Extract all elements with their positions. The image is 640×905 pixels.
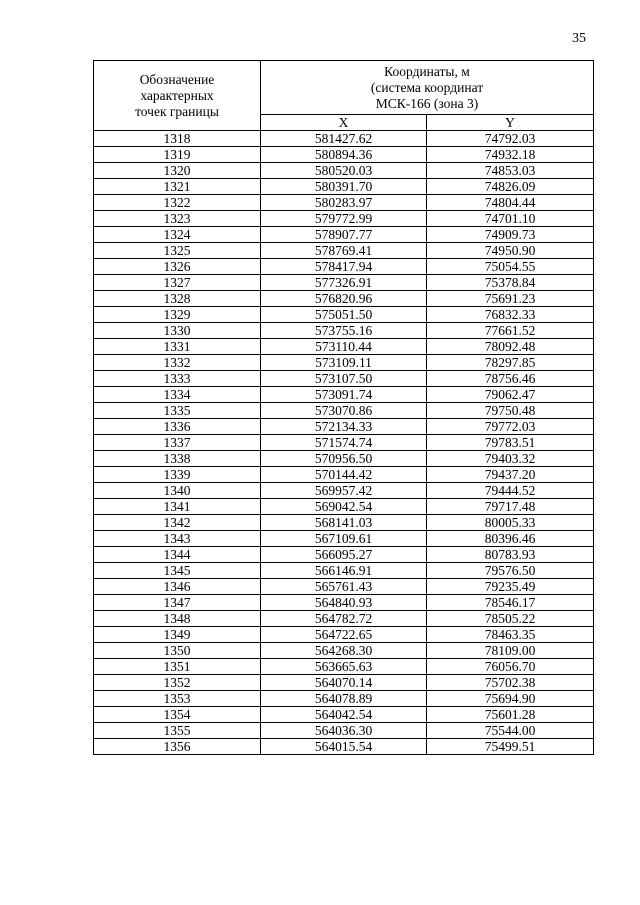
- y-coordinate-cell: 74701.10: [427, 211, 594, 227]
- page-number: 35: [572, 31, 586, 46]
- x-coordinate-cell: 578907.77: [261, 227, 427, 243]
- table-row: [94, 547, 594, 563]
- table-row: [94, 467, 594, 483]
- x-coordinate-cell: 577326.91: [261, 275, 427, 291]
- x-coordinate-cell: 570144.42: [261, 467, 427, 483]
- y-coordinate-cell: 80396.46: [427, 531, 594, 547]
- coordinates-table: [93, 60, 594, 755]
- x-coordinate-cell: 569042.54: [261, 499, 427, 515]
- x-coordinate-cell: 570956.50: [261, 451, 427, 467]
- point-id-cell: 1351: [94, 659, 261, 675]
- point-id-cell: 1350: [94, 643, 261, 659]
- x-coordinate-cell: 573109.11: [261, 355, 427, 371]
- header-line: МСК-166 (зона 3): [375, 95, 479, 111]
- point-id-cell: 1327: [94, 275, 261, 291]
- y-coordinate-cell: 79750.48: [427, 403, 594, 419]
- point-id-cell: 1355: [94, 723, 261, 739]
- table-row: [94, 643, 594, 659]
- y-coordinate-cell: 78546.17: [427, 595, 594, 611]
- point-id-cell: 1348: [94, 611, 261, 627]
- point-id-cell: 1323: [94, 211, 261, 227]
- y-coordinate-cell: 76056.70: [427, 659, 594, 675]
- x-coordinate-cell: 563665.63: [261, 659, 427, 675]
- table-row: [94, 371, 594, 387]
- table-row: [94, 707, 594, 723]
- table-row: [94, 563, 594, 579]
- x-coordinate-cell: 564268.30: [261, 643, 427, 659]
- table-row: [94, 419, 594, 435]
- x-coordinate-cell: 580520.03: [261, 163, 427, 179]
- x-coordinate-cell: 579772.99: [261, 211, 427, 227]
- point-id-cell: 1332: [94, 355, 261, 371]
- point-id-cell: 1341: [94, 499, 261, 515]
- y-coordinate-cell: 74950.90: [427, 243, 594, 259]
- y-coordinate-cell: 78109.00: [427, 643, 594, 659]
- x-coordinate-cell: 565761.43: [261, 579, 427, 595]
- table-row: [94, 163, 594, 179]
- table-row: [94, 627, 594, 643]
- point-id-cell: 1324: [94, 227, 261, 243]
- y-coordinate-cell: 75054.55: [427, 259, 594, 275]
- table-row: [94, 499, 594, 515]
- point-id-cell: 1328: [94, 291, 261, 307]
- point-id-cell: 1320: [94, 163, 261, 179]
- y-coordinate-cell: 79235.49: [427, 579, 594, 595]
- point-id-cell: 1334: [94, 387, 261, 403]
- x-coordinate-cell: 578769.41: [261, 243, 427, 259]
- table-row: [94, 451, 594, 467]
- table-row: [94, 595, 594, 611]
- y-coordinate-cell: 74804.44: [427, 195, 594, 211]
- point-id-cell: 1337: [94, 435, 261, 451]
- table-row: [94, 675, 594, 691]
- y-coordinate-cell: 78463.35: [427, 627, 594, 643]
- header-line: точек границы: [135, 103, 219, 119]
- table-row: [94, 195, 594, 211]
- y-coordinate-cell: 74826.09: [427, 179, 594, 195]
- y-coordinate-cell: 78505.22: [427, 611, 594, 627]
- x-coordinate-cell: 573091.74: [261, 387, 427, 403]
- y-coordinate-cell: 79062.47: [427, 387, 594, 403]
- x-coordinate-cell: 564722.65: [261, 627, 427, 643]
- y-coordinate-cell: 80783.93: [427, 547, 594, 563]
- point-id-cell: 1331: [94, 339, 261, 355]
- table-row: [94, 259, 594, 275]
- y-column-header: Y: [427, 115, 594, 131]
- table-row: [94, 243, 594, 259]
- point-id-cell: 1356: [94, 739, 261, 755]
- y-coordinate-cell: 79576.50: [427, 563, 594, 579]
- y-coordinate-cell: 75499.51: [427, 739, 594, 755]
- point-id-cell: 1318: [94, 131, 261, 147]
- x-coordinate-cell: 580391.70: [261, 179, 427, 195]
- x-coordinate-cell: 564782.72: [261, 611, 427, 627]
- table-row: [94, 611, 594, 627]
- y-coordinate-cell: 75378.84: [427, 275, 594, 291]
- x-coordinate-cell: 564078.89: [261, 691, 427, 707]
- table-row: [94, 435, 594, 451]
- y-coordinate-cell: 74792.03: [427, 131, 594, 147]
- y-coordinate-cell: 75691.23: [427, 291, 594, 307]
- point-id-cell: 1349: [94, 627, 261, 643]
- table-row: [94, 691, 594, 707]
- y-coordinate-cell: 80005.33: [427, 515, 594, 531]
- x-coordinate-cell: 564042.54: [261, 707, 427, 723]
- table-row: [94, 323, 594, 339]
- header-line: Обозначение: [139, 71, 215, 87]
- point-id-cell: 1326: [94, 259, 261, 275]
- x-coordinate-cell: 566095.27: [261, 547, 427, 563]
- x-coordinate-cell: 569957.42: [261, 483, 427, 499]
- point-id-cell: 1353: [94, 691, 261, 707]
- table-row: [94, 723, 594, 739]
- table-row: [94, 291, 594, 307]
- coordinates-header: [261, 61, 594, 115]
- y-coordinate-cell: 74932.18: [427, 147, 594, 163]
- table-row: [94, 403, 594, 419]
- point-id-cell: 1346: [94, 579, 261, 595]
- point-id-cell: 1344: [94, 547, 261, 563]
- x-coordinate-cell: 581427.62: [261, 131, 427, 147]
- point-id-cell: 1339: [94, 467, 261, 483]
- point-id-cell: 1342: [94, 515, 261, 531]
- table-row: [94, 147, 594, 163]
- table-row: [94, 483, 594, 499]
- table-row: [94, 339, 594, 355]
- y-coordinate-cell: 79717.48: [427, 499, 594, 515]
- point-id-cell: 1321: [94, 179, 261, 195]
- y-coordinate-cell: 75694.90: [427, 691, 594, 707]
- x-coordinate-cell: 573755.16: [261, 323, 427, 339]
- point-id-cell: 1319: [94, 147, 261, 163]
- point-id-cell: 1322: [94, 195, 261, 211]
- y-coordinate-cell: 79403.32: [427, 451, 594, 467]
- point-id-cell: 1336: [94, 419, 261, 435]
- table-row: [94, 275, 594, 291]
- y-coordinate-cell: 79437.20: [427, 467, 594, 483]
- point-id-cell: 1338: [94, 451, 261, 467]
- y-coordinate-cell: 77661.52: [427, 323, 594, 339]
- x-coordinate-cell: 580283.97: [261, 195, 427, 211]
- header-line: Координаты, м: [384, 63, 470, 79]
- x-coordinate-cell: 564840.93: [261, 595, 427, 611]
- y-coordinate-cell: 78092.48: [427, 339, 594, 355]
- x-coordinate-cell: 573070.86: [261, 403, 427, 419]
- x-coordinate-cell: 564015.54: [261, 739, 427, 755]
- x-coordinate-cell: 573110.44: [261, 339, 427, 355]
- point-id-cell: 1354: [94, 707, 261, 723]
- x-coordinate-cell: 575051.50: [261, 307, 427, 323]
- table-row: [94, 355, 594, 371]
- y-coordinate-cell: 74909.73: [427, 227, 594, 243]
- table-row: [94, 307, 594, 323]
- table-row: [94, 579, 594, 595]
- x-coordinate-cell: 564036.30: [261, 723, 427, 739]
- x-coordinate-cell: 566146.91: [261, 563, 427, 579]
- point-id-cell: 1343: [94, 531, 261, 547]
- point-id-cell: 1330: [94, 323, 261, 339]
- table-row: [94, 739, 594, 755]
- y-coordinate-cell: 75601.28: [427, 707, 594, 723]
- point-id-cell: 1340: [94, 483, 261, 499]
- x-coordinate-cell: 568141.03: [261, 515, 427, 531]
- table-row: [94, 515, 594, 531]
- y-coordinate-cell: 76832.33: [427, 307, 594, 323]
- table-row: [94, 131, 594, 147]
- point-id-cell: 1325: [94, 243, 261, 259]
- table-body: [94, 131, 594, 755]
- x-coordinate-cell: 576820.96: [261, 291, 427, 307]
- point-designation-header: [94, 61, 261, 131]
- table-row: [94, 211, 594, 227]
- x-coordinate-cell: 580894.36: [261, 147, 427, 163]
- header-line: характерных: [140, 87, 214, 103]
- x-coordinate-cell: 573107.50: [261, 371, 427, 387]
- table-row: [94, 179, 594, 195]
- point-id-cell: 1345: [94, 563, 261, 579]
- x-coordinate-cell: 571574.74: [261, 435, 427, 451]
- y-coordinate-cell: 79772.03: [427, 419, 594, 435]
- y-coordinate-cell: 79444.52: [427, 483, 594, 499]
- x-coordinate-cell: 578417.94: [261, 259, 427, 275]
- x-coordinate-cell: 567109.61: [261, 531, 427, 547]
- table-row: [94, 387, 594, 403]
- y-coordinate-cell: 78756.46: [427, 371, 594, 387]
- table-row: [94, 531, 594, 547]
- y-coordinate-cell: 75702.38: [427, 675, 594, 691]
- point-id-cell: 1329: [94, 307, 261, 323]
- table-row: [94, 659, 594, 675]
- table-row: [94, 227, 594, 243]
- y-coordinate-cell: 79783.51: [427, 435, 594, 451]
- x-column-header: X: [261, 115, 427, 131]
- header-line: (система координат: [370, 79, 484, 95]
- x-coordinate-cell: 572134.33: [261, 419, 427, 435]
- y-coordinate-cell: 78297.85: [427, 355, 594, 371]
- point-id-cell: 1335: [94, 403, 261, 419]
- point-id-cell: 1347: [94, 595, 261, 611]
- y-coordinate-cell: 74853.03: [427, 163, 594, 179]
- x-coordinate-cell: 564070.14: [261, 675, 427, 691]
- point-id-cell: 1352: [94, 675, 261, 691]
- y-coordinate-cell: 75544.00: [427, 723, 594, 739]
- point-id-cell: 1333: [94, 371, 261, 387]
